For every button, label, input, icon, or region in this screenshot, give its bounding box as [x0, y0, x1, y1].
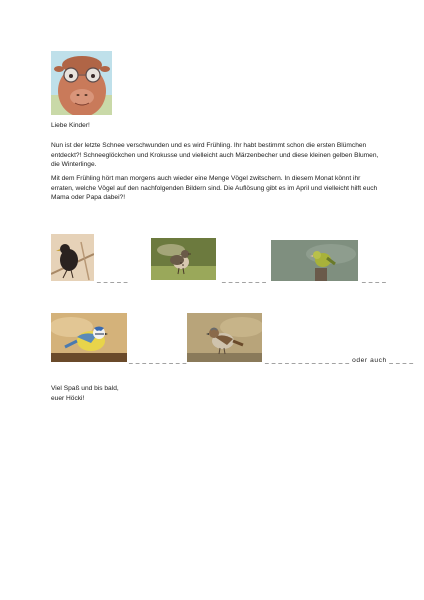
signature: euer Höcki! [51, 395, 85, 402]
greeting: Liebe Kinder! [51, 122, 90, 129]
paragraph-birds: Mit dem Frühling hört man morgens auch wieder eine Menge Vögel zwitschern. In diesem Monat könnt ihr erraten, welche Vögel auf den nachfolgenden Bildern sind. Die Auflösung gibt es im April und vielleicht hilft euch Mama oder Papa dabei?! [51, 175, 378, 202]
answer-blank-5[interactable]: _ _ _ _ _ _ _ _ _ _ _ _ _ oder auch _ _ _ _ [265, 357, 414, 364]
paragraph-spring: Nun ist der letzte Schnee verschwunden und es wird Frühling. Ihr habt bestimmt schon die ersten Blümchen entdeckt?! Schneeglöckchen und Krokusse und vielleicht auch Märzenbecher und diese kleinen gelben Blumen, die Winterlinge. [51, 142, 379, 169]
closing-line: Viel Spaß und bis bald, [51, 385, 119, 392]
greenfinch-photo-icon [271, 240, 358, 281]
sparrow-photo-icon [187, 313, 262, 362]
camel-portrait-icon [51, 51, 112, 115]
thrush-photo-icon [151, 238, 216, 280]
blackbird-photo-icon [51, 234, 94, 281]
blue-tit-photo-icon [51, 313, 127, 362]
answer-blank-1[interactable]: _ _ _ _ _ [97, 276, 129, 283]
answer-blank-4[interactable]: _ _ _ _ _ _ _ _ _ [129, 357, 187, 364]
answer-blank-3[interactable]: _ _ _ _ [362, 276, 387, 283]
answer-blank-2[interactable]: _ _ _ _ _ _ _ [222, 276, 267, 283]
